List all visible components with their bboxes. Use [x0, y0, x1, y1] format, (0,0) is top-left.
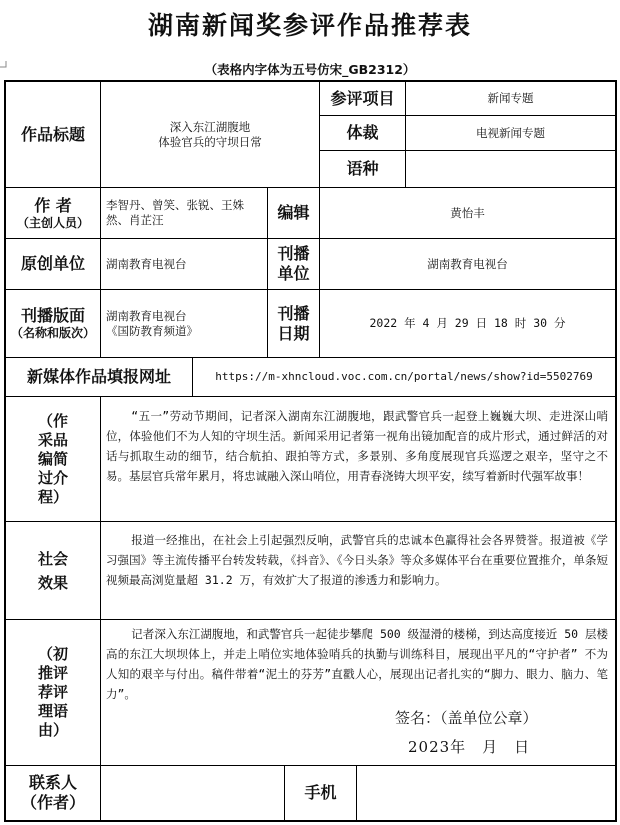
language-label: 语种: [346, 159, 379, 178]
page-subtitle: （表格内字体为五号仿宋_GB2312）: [204, 62, 416, 77]
new-media-url-value[interactable]: https://m-xhncloud.voc.com.cn/portal/news/show?id=5502769: [215, 369, 593, 383]
sign-seal-label: 签名：（盖单位公章）: [395, 709, 538, 727]
effect-label: 社会效果: [38, 549, 69, 592]
phone-label: 手机: [304, 783, 337, 802]
table-border-bottom: [4, 820, 616, 822]
origin-unit-label: 原创单位: [20, 254, 85, 273]
award-item-label: 参评项目: [330, 88, 395, 108]
grid-line: [4, 521, 616, 522]
table-border-right: [615, 80, 617, 822]
work-title-line1: 深入东江湖腹地: [169, 119, 251, 134]
phone-value[interactable]: [357, 766, 615, 820]
origin-unit-value: 湖南教育电视台: [106, 256, 187, 271]
genre-label: 体裁: [346, 123, 379, 142]
effect-text: 报道一经推出，在社会上引起强烈反响，武警官兵的忠诚本色赢得社会各界赞誉。报道被《学习强国》等主流传播平台转发转载，《抖音》、《今日头条》等众多媒体平台在重要位置推介，单条短视频最高浏览量超 31.2 万，有效扩大了报道的渗透力和影响力。: [106, 533, 608, 587]
grid-line: [4, 396, 616, 397]
publish-unit-value: 湖南教育电视台: [427, 256, 508, 271]
author-label-cell: [6, 188, 100, 238]
publish-layout-value: [106, 290, 264, 357]
editor-label: 编辑: [277, 203, 310, 222]
contact-value[interactable]: [101, 766, 284, 820]
review-label: （初推评荐评理语由）: [38, 645, 69, 739]
work-title-value: [101, 82, 319, 187]
publish-layout-label-note: （名称和版次）: [10, 326, 95, 340]
genre-value: 电视新闻专题: [476, 125, 545, 140]
new-media-url-label: 新媒体作品填报网址: [26, 367, 171, 386]
contact-label: 联系人: [28, 773, 77, 792]
publish-layout-label-cell: [6, 290, 100, 357]
publish-date-value: 2022 年 4 月 29 日 18 时 30 分: [369, 316, 566, 331]
publish-unit-label: 刊播单位: [277, 244, 310, 283]
author-label-note: （主创人员）: [16, 215, 89, 230]
publish-layout-label: 刊播版面: [20, 306, 85, 325]
author-label: 作 者: [34, 195, 72, 215]
editor-value: 黄怡丰: [450, 205, 485, 220]
author-value: 李智丹、曾笑、张锐、王姝然、肖芷汪: [106, 198, 244, 227]
sign-date: 2023年 月 日: [408, 738, 531, 756]
contact-label-cell: [6, 766, 100, 820]
page-title: 湖南新闻奖参评作品推荐表: [147, 11, 472, 40]
publish-layout-line2: 《国防教育频道》: [106, 323, 198, 338]
publish-date-label: 刊播日期: [277, 303, 310, 343]
intro-text: “五一”劳动节期间，记者深入湖南东江湖腹地，跟武警官兵一起登上巍巍大坝、走进深山哨位，体验他们不为人知的守坝生活。新闻采用记者第一视角出镜加配音的成片形式，通过鲜活的对话与抓取生动的细节，结合航拍、跟拍等方式，多景别、多角度展现官兵巡逻之艰辛，坚守之不易。基层官兵常年累月，将忠诚融入深山哨位，用青春浇铸大坝平安，续写着新时代强军故事！: [106, 409, 608, 483]
work-title-label: 作品标题: [20, 124, 85, 144]
review-text: 记者深入东江湖腹地，和武警官兵一起徒步攀爬 500 级湿滑的楼梯，到达高度接近 50 层楼高的东江大坝坝体上，并走上哨位实地体验哨兵的执勤与训练科目，展现出平凡的“守护者” 不为人知的艰辛与付出。稿件带着“泥土的芬芳”直戳人心，展现出记者扎实的“脚力、眼力、脑力、笔力”。: [106, 627, 608, 701]
award-item-value: 新闻专题: [487, 91, 534, 106]
work-title-line2: 体验官兵的守坝日常: [158, 134, 262, 149]
language-value: [406, 151, 615, 187]
grid-line: [100, 396, 101, 822]
publish-layout-line1: 湖南教育电视台: [106, 308, 187, 323]
grid-line: [4, 619, 616, 620]
contact-label-note: （作者）: [20, 793, 85, 812]
intro-label: （作采品编简过介程）: [38, 411, 69, 506]
